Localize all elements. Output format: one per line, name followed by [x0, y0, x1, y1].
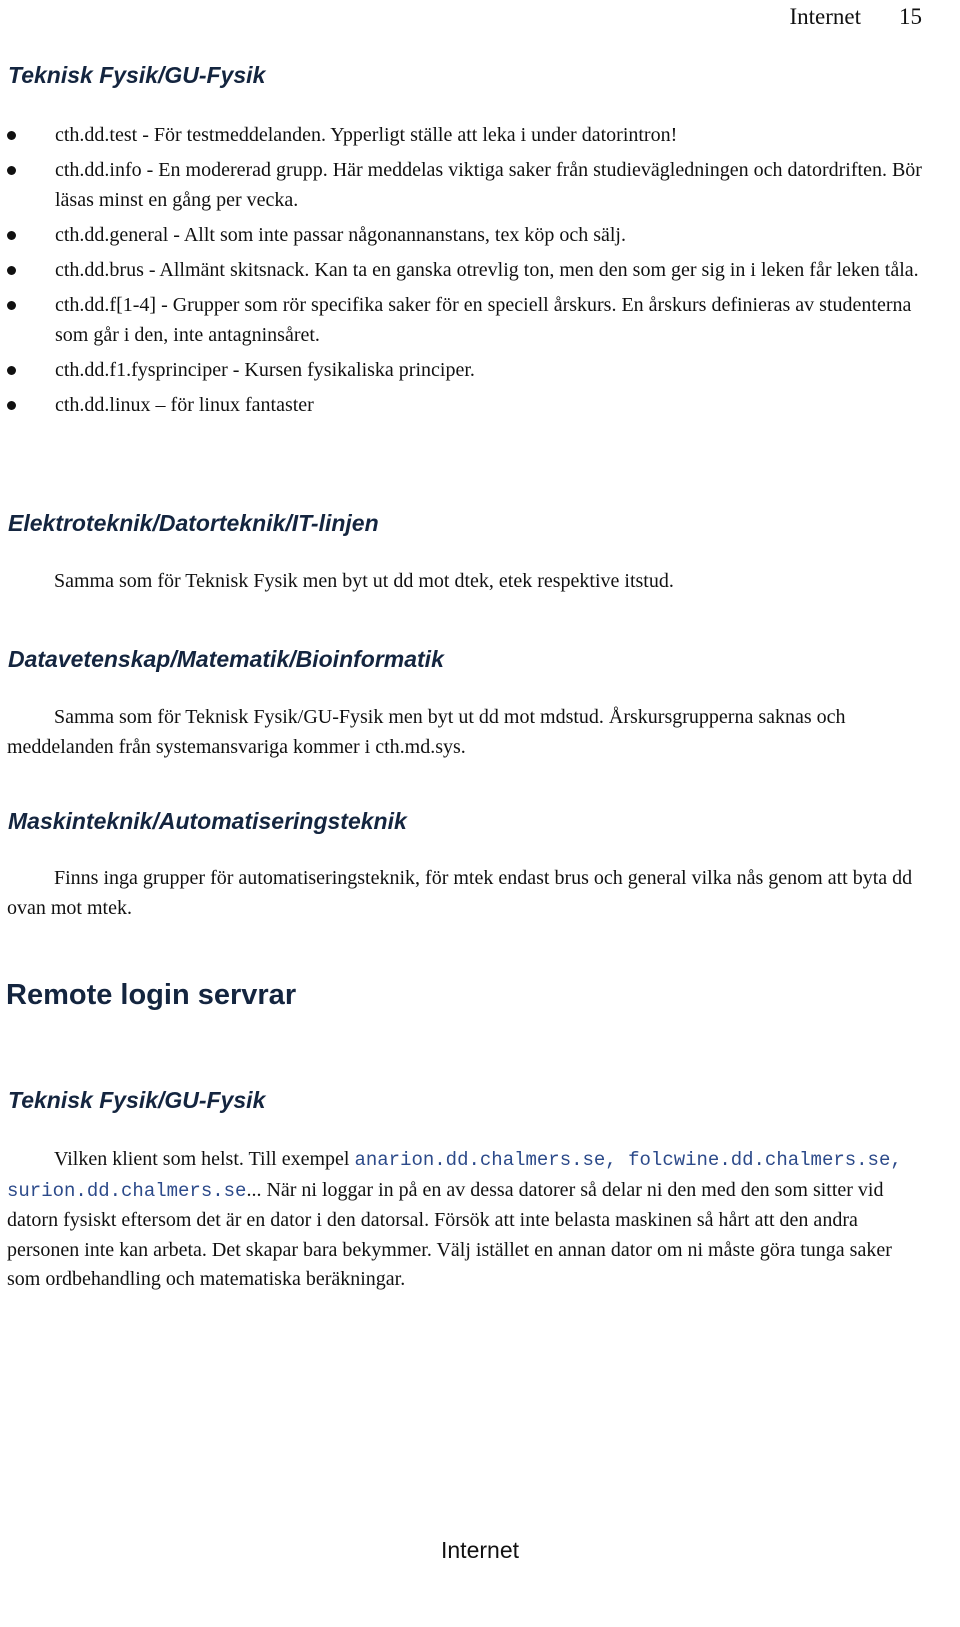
paragraph-remote-login: Vilken klient som helst. Till exempel anarion.dd.chalmers.se, folcwine.dd.chalmers.se, surion.dd.chalmers.se... När ni loggar in på en av dessa datorer så delar ni den med den som sitter vid datorn fysiskt eftersom det är en dator i den datorsal. Försök att inte belasta maskinen så hårt att den andra personen inte kan arbeta. Det skapar bara bekymmer. Välj istället en annan dator om ni måste göra tunga saker som ordbehandling och matematiska beräkningar. — [7, 1148, 902, 1290]
heading-elektroteknik: Elektroteknik/Datorteknik/IT-linjen — [8, 510, 379, 536]
bullet-icon — [7, 401, 16, 410]
heading-datavetenskap: Datavetenskap/Matematik/Bioinformatik — [8, 646, 444, 672]
paragraph-datavetenskap: Samma som för Teknisk Fysik/GU-Fysik men byt ut dd mot mdstud. Årskursgrupperna saknas och meddelanden från systemansvariga kommer i cth.md.sys. — [7, 706, 846, 758]
heading-teknisk-fysik: Teknisk Fysik/GU-Fysik — [8, 62, 266, 88]
list-item: cth.dd.f1.fysprinciper - Kursen fysikaliska principer. — [0, 355, 930, 385]
list-item: cth.dd.test - För testmeddelanden. Ypperligt ställe att leka i under datorintron! — [0, 120, 930, 150]
host-list: anarion.dd.chalmers.se, folcwine.dd.chalmers.se, surion.dd.chalmers.se — [7, 1149, 902, 1202]
list-item: cth.dd.linux – för linux fantaster — [0, 390, 930, 420]
bullet-icon — [7, 301, 16, 310]
heading-remote-teknisk-fysik: Teknisk Fysik/GU-Fysik — [8, 1087, 266, 1113]
newsgroup-list — [0, 120, 930, 425]
running-header — [789, 4, 922, 30]
list-item: cth.dd.f[1-4] - Grupper som rör specifika saker för en speciell årskurs. En årskurs definieras av studenterna som går i den, inte antagninsåret. — [0, 290, 930, 350]
bullet-icon — [7, 266, 16, 275]
bullet-icon — [7, 166, 16, 175]
paragraph-maskinteknik: Finns inga grupper för automatiseringsteknik, för mtek endast brus och general vilka nås genom att byta dd ovan mot mtek. — [7, 867, 913, 919]
list-item: cth.dd.info - En modererad grupp. Här meddelas viktiga saker från studievägledningen och datordriften. Bör läsas minst en gång per vecka. — [0, 155, 930, 215]
list-item: cth.dd.brus - Allmänt skitsnack. Kan ta en ganska otrevlig ton, men den som ger sig in i leken får leken tåla. — [0, 255, 930, 285]
header-title: Internet — [789, 4, 861, 29]
heading-remote-login: Remote login servrar — [6, 979, 297, 1011]
bullet-icon — [7, 231, 16, 240]
page-footer: Internet — [441, 1537, 519, 1563]
page-number: 15 — [899, 4, 922, 29]
bullet-icon — [7, 366, 16, 375]
paragraph-elektroteknik: Samma som för Teknisk Fysik men byt ut dd mot dtek, etek respektive itstud. — [54, 570, 674, 592]
heading-maskinteknik: Maskinteknik/Automatiseringsteknik — [8, 808, 407, 834]
list-item: cth.dd.general - Allt som inte passar någonannanstans, tex köp och sälj. — [0, 220, 930, 250]
bullet-icon — [7, 131, 16, 140]
